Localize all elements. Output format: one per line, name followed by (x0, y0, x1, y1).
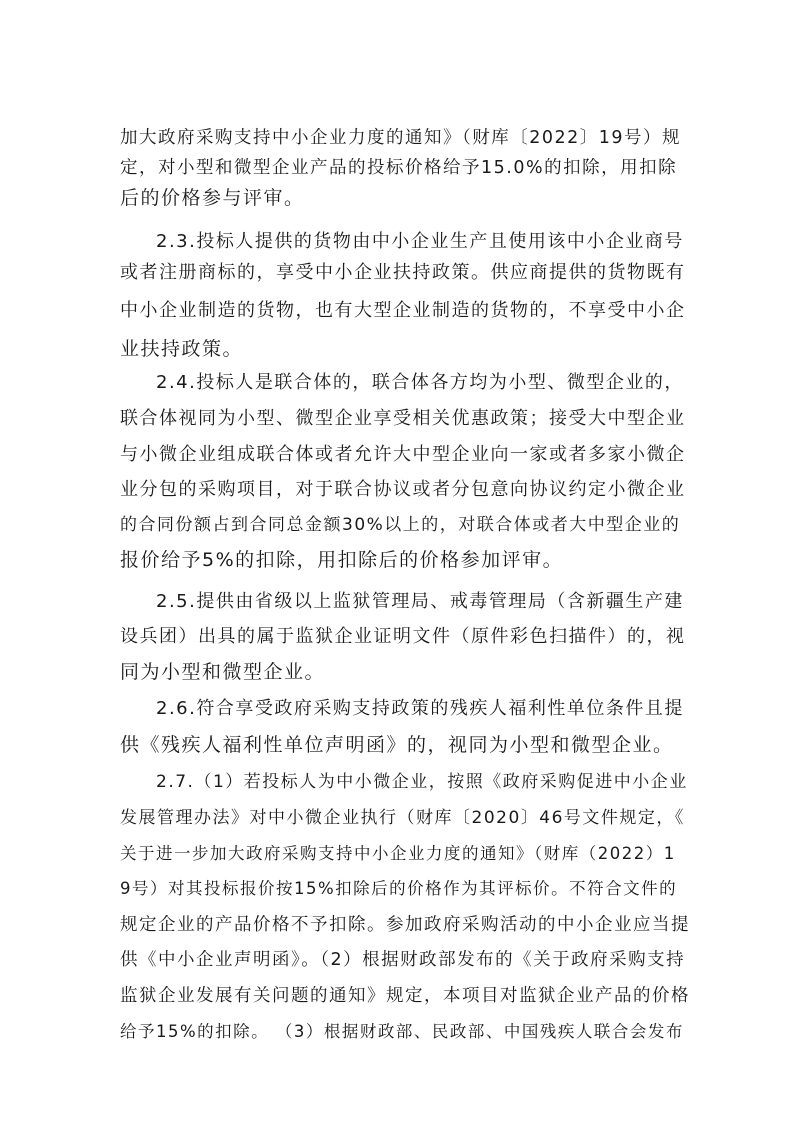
text-line: 设兵团）出具的属于监狱企业证明文件（原件彩色扫描件）的，视 (120, 626, 686, 647)
text-line: 加大政府采购支持中小企业力度的通知》（财库〔2022〕19号）规 (120, 128, 682, 148)
text-line: 监狱企业发展有关问题的通知》规定，本项目对监狱企业产品的价格 (120, 986, 690, 1006)
text-line: 定，对小型和微型企业产品的投标价格给予15.0%的扣除，用扣除 (120, 158, 678, 178)
text-line: 2.6.符合享受政府采购支持政策的残疾人福利性单位条件且提 (156, 698, 684, 719)
text-line: 给予15%的扣除。 （3）根据财政部、民政部、中国残疾人联合会发布 (120, 1022, 684, 1041)
text-line: 业分包的采购项目，对于联合协议或者分包意向协议约定小微企业 (120, 479, 686, 500)
text-line: 联合体视同为小型、微型企业享受相关优惠政策；接受大中型企业 (120, 408, 686, 429)
text-line: 与小微企业组成联合体或者允许大中型企业向一家或者多家小微企 (120, 444, 686, 465)
text-line: 2.7.（1）若投标人为中小微企业，按照《政府采购促进中小企业 (156, 772, 688, 792)
text-line: 后的价格参与评审。 (120, 187, 305, 209)
text-line: 关于进一步加大政府采购支持中小企业力度的通知》（财库（2022）1 (120, 844, 676, 863)
text-line: 2.3.投标人提供的货物由中小企业生产且使用该中小企业商号 (156, 231, 684, 252)
text-line: 或者注册商标的，享受中小企业扶持政策。供应商提供的货物既有 (120, 262, 686, 283)
text-line: 的合同份额占到合同总金额30%以上的，对联合体或者大中型企业的 (120, 515, 681, 535)
text-line: 规定企业的产品价格不予扣除。参加政府采购活动的中小企业应当提 (120, 915, 690, 935)
text-line: 中小企业制造的货物，也有大型企业制造的货物的，不享受中小企 (120, 300, 686, 321)
text-line: 供《残疾人福利性单位声明函》的，视同为小型和微型企业。 (120, 734, 674, 756)
text-line: 2.5.提供由省级以上监狱管理局、戒毒管理局（含新疆生产建 (156, 591, 684, 612)
text-line: 供《中小企业声明函》。（2）根据财政部发布的《关于政府采购支持 (120, 950, 686, 970)
text-line: 报价给予5%的扣除，用扣除后的价格参加评审。 (120, 549, 564, 571)
text-line: 9号）对其投标报价按15%扣除后的价格作为其评标价。不符合文件的 (120, 879, 678, 898)
text-line: 业扶持政策。 (120, 338, 244, 360)
text-line: 发展管理办法》对中小微企业执行（财库〔2020〕46号文件规定，《 (120, 808, 685, 828)
text-line: 同为小型和微型企业。 (120, 661, 326, 683)
text-line: 2.4.投标人是联合体的，联合体各方均为小型、微型企业的， (156, 372, 684, 393)
